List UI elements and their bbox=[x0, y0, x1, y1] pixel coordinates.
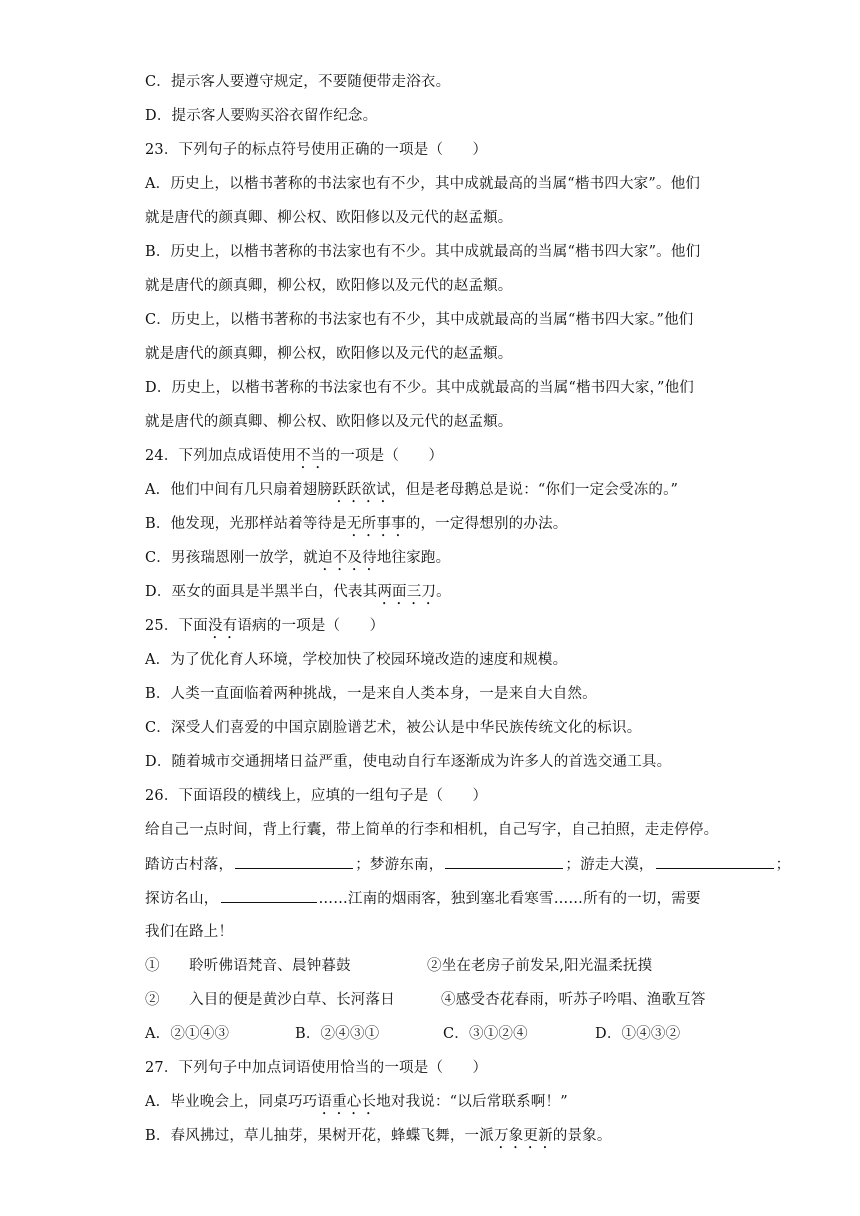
q26-stem: 26．下面语段的横线上，应填的一组句子是（ ） bbox=[145, 788, 488, 804]
q25-option-b: B．人类一直面临着两种挑战，一是来自人类本身，一是来自大自然。 bbox=[145, 686, 597, 702]
q23-option-d-line1: D．历史上，以楷书著称的书法家也有不少。其中成就最高的当属“楷书四大家，”他们 bbox=[145, 380, 694, 396]
q26-passage-line1: 给自己一点时间，背上行囊，带上简单的行李和相机，自己写字，自己拍照，走走停停。 bbox=[145, 822, 719, 838]
q23-option-b-line2: 就是唐代的颜真卿，柳公权，欧阳修以及元代的赵孟頫。 bbox=[145, 278, 513, 294]
q25-stem: 25．下面没有语病的一项是（ ） bbox=[145, 618, 385, 634]
q24-option-a: A．他们中间有几只扇着翅膀跃跃欲试，但是老母鹅总是说：“你们一定会受冻的。” bbox=[145, 482, 679, 498]
q26-choice-b: B．②④③① bbox=[295, 1026, 380, 1042]
q25-option-c: C．深受人们喜爱的中国京剧脸谱艺术，被公认是中华民族传统文化的标识。 bbox=[145, 720, 642, 736]
sentence-2: ②坐在老房子前发呆,阳光温柔抚摸 bbox=[427, 958, 653, 974]
q24-option-c: C．男孩瑞恩刚一放学，就迫不及待地往家跑。 bbox=[145, 550, 451, 566]
q26-sentences-row2 bbox=[145, 990, 820, 1010]
q26-choices bbox=[145, 1024, 820, 1044]
q27-b-phrase: 万象更新 bbox=[493, 1128, 553, 1144]
q24-b-idiom: 无所事事 bbox=[346, 516, 406, 532]
q27-a-phrase: 语重心长 bbox=[317, 1094, 377, 1110]
q24-a-idiom: 跃跃欲试 bbox=[332, 482, 391, 498]
q24-dotted-word: 不当 bbox=[296, 448, 326, 464]
q22-option-d: D．提示客人要购买浴衣留作纪念。 bbox=[145, 108, 378, 124]
q23-option-d-line2: 就是唐代的颜真卿、柳公权、欧阳修以及元代的赵孟頫。 bbox=[145, 414, 513, 430]
q26-passage-line3: 探访名山， ……江南的烟雨客，独到塞北看寒雪……所有的一切，需要 bbox=[145, 888, 820, 909]
q26-choice-c: C．③①②④ bbox=[443, 1026, 528, 1042]
sentence-3: ② 入目的便是黄沙白草、长河落日 bbox=[145, 992, 395, 1008]
fill-blank-4 bbox=[221, 888, 317, 903]
fill-blank-2 bbox=[445, 854, 563, 869]
q23-option-b-line1: B．历史上，以楷书著称的书法家也有不少。其中成就最高的当属“楷书四大家”。他们 bbox=[145, 244, 701, 260]
q26-passage-line4: 我们在路上！ bbox=[145, 924, 234, 940]
q27-stem: 27．下列句子中加点词语使用恰当的一项是（ ） bbox=[145, 1060, 488, 1076]
sentence-1: ① 聆听佛语梵音、晨钟暮鼓 bbox=[145, 958, 351, 974]
q23-option-a-line2: 就是唐代的颜真卿、柳公权、欧阳修以及元代的赵孟頫。 bbox=[145, 210, 513, 226]
q24-option-b: B．他发现，光那样站着等待是无所事事的，一定得想别的办法。 bbox=[145, 516, 568, 532]
q24-stem: 24．下列加点成语使用不当的一项是（ ） bbox=[145, 448, 444, 464]
q25-option-d: D．随着城市交通拥堵日益严重，使电动自行车逐渐成为许多人的首选交通工具。 bbox=[145, 754, 672, 770]
q23-option-c-line1: C．历史上，以楷书著称的书法家也有不少，其中成就最高的当属“楷书四大家。”他们 bbox=[145, 312, 694, 328]
q23-option-a-line1: A．历史上，以楷书著称的书法家也有不少，其中成就最高的当属“楷书四大家”。他们 bbox=[145, 176, 701, 192]
q25-dotted-word: 没有 bbox=[207, 618, 238, 634]
q26-sentences-row1 bbox=[145, 956, 820, 976]
q24-option-d: D．巫女的面具是半黑半白，代表其两面三刀。 bbox=[145, 584, 451, 600]
q26-passage-line2: 踏访古村落， ；梦游东南， ；游走大漠， ； bbox=[145, 854, 820, 875]
fill-blank-3 bbox=[656, 854, 774, 869]
q24-c-idiom: 迫不及待 bbox=[318, 550, 377, 566]
q27-option-a: A．毕业晚会上，同桌巧巧语重心长地对我说：“以后常联系啊！” bbox=[145, 1094, 568, 1110]
q26-choice-d: D．①④③② bbox=[595, 1026, 681, 1042]
fill-blank-1 bbox=[235, 854, 353, 869]
q26-choice-a: A．②①④③ bbox=[145, 1026, 230, 1042]
q22-option-c: C．提示客人要遵守规定，不要随便带走浴衣。 bbox=[145, 74, 451, 90]
q24-d-idiom: 两面三刀 bbox=[377, 584, 437, 600]
q27-option-b: B．春风拂过，草儿抽芽，果树开花，蜂蝶飞舞，一派万象更新的景象。 bbox=[145, 1128, 612, 1144]
q23-stem: 23．下列句子的标点符号使用正确的一项是（ ） bbox=[145, 142, 488, 158]
q23-option-c-line2: 就是唐代的颜真卿，柳公权，欧阳修以及元代的赵孟頫。 bbox=[145, 346, 513, 362]
sentence-4: ④感受杏花春雨，听苏子吟唱、渔歌互答 bbox=[441, 992, 706, 1008]
q25-option-a: A．为了优化育人环境，学校加快了校园环境改造的速度和规模。 bbox=[145, 652, 568, 668]
